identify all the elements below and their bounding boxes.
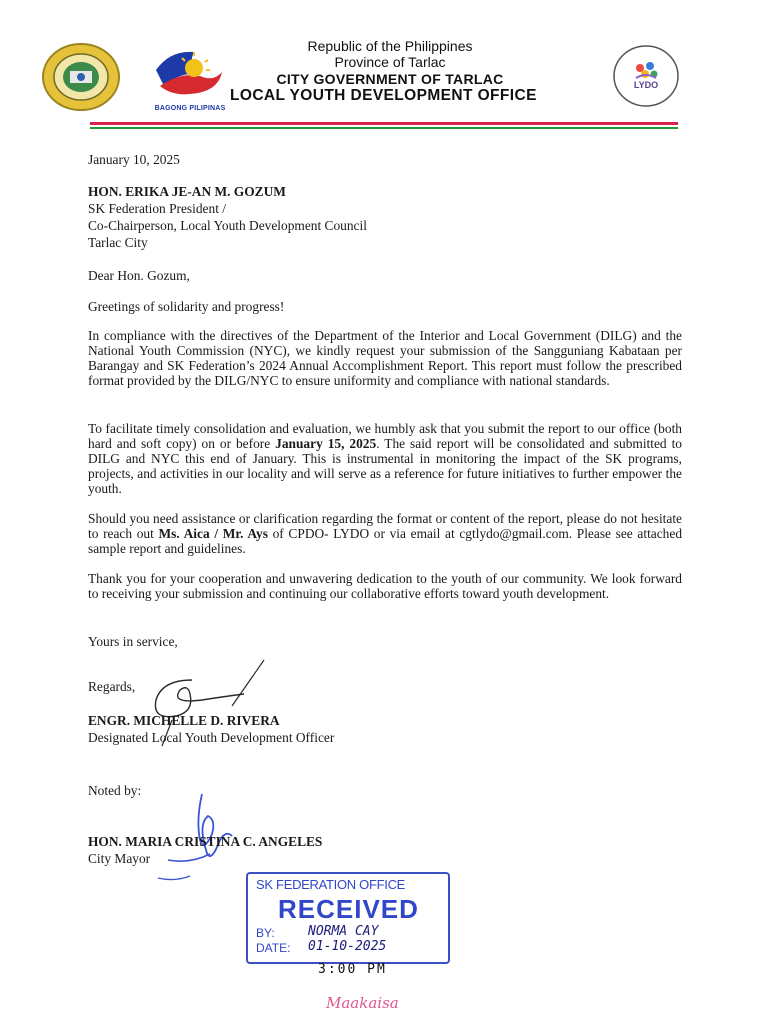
stamp-by-label: BY: xyxy=(256,926,275,940)
header-province: Province of Tarlac xyxy=(334,54,446,70)
header-office: LOCAL YOUTH DEVELOPMENT OFFICE xyxy=(230,87,537,104)
letter-date: January 10, 2025 xyxy=(88,152,180,167)
handwritten-name: Maakaisa xyxy=(326,994,399,1012)
received-stamp xyxy=(246,872,450,964)
paragraph-4: Thank you for your cooperation and unwavering dedication to the youth of our community. We look forward to receiving your submission and continuing our collaborative efforts toward youth development. xyxy=(88,571,682,601)
contact-name-2: Mr. Ays xyxy=(222,526,268,541)
paragraph-3-text-b: of CPDO- LYDO or via email at cgtlydo@gmail.com. Please see attached sample report and guidelines. xyxy=(88,526,683,556)
recipient-name: HON. ERIKA JE-AN M. GOZUM xyxy=(88,184,286,199)
header-rule-red xyxy=(90,122,678,125)
stamp-status: RECEIVED xyxy=(278,894,419,924)
recipient-city: Tarlac City xyxy=(88,235,148,250)
paragraph-2-text-a: To facilitate timely consolidation and evaluation, we humbly ask that you submit the report to our office (both hard and soft copy) on or before xyxy=(88,421,682,451)
paragraph-3 xyxy=(88,511,682,556)
stamp-office: SK FEDERATION OFFICE xyxy=(256,877,406,892)
deadline-date: January 15, 2025 xyxy=(275,436,377,451)
bagong-pilipinas-label: BAGONG PILIPINAS xyxy=(154,105,226,112)
stamp-date-value: 01-10-2025 xyxy=(308,939,387,954)
header-republic: Republic of the Philippines xyxy=(307,38,473,54)
recipient-title-1: SK Federation President / xyxy=(88,201,226,216)
signatory-2-title: City Mayor xyxy=(88,851,151,866)
stamp-date-label: DATE: xyxy=(256,941,291,955)
header-city-government: CITY GOVERNMENT OF TARLAC xyxy=(276,71,504,87)
closing-regards: Regards, xyxy=(88,679,136,694)
greeting: Greetings of solidarity and progress! xyxy=(88,299,285,314)
lydo-logo xyxy=(612,44,680,108)
recipient-title-2: Co-Chairperson, Local Youth Development Council xyxy=(88,218,367,233)
paragraph-2 xyxy=(88,421,682,496)
tarlac-city-seal xyxy=(40,42,122,112)
lydo-logo-label: LYDO xyxy=(633,80,659,90)
signatory-1-name: ENGR. MICHELLE D. RIVERA xyxy=(88,713,280,728)
signatory-1-title: Designated Local Youth Development Officer xyxy=(88,730,335,745)
signatory-2-name: HON. MARIA CRISTINA C. ANGELES xyxy=(88,834,323,849)
stamp-by-value: NORMA CAY xyxy=(308,924,379,939)
paragraph-3-text-a: Should you need assistance or clarification regarding the format or content of the report, please do not hesitate to reach out xyxy=(88,511,682,541)
paragraph-2-text-b: . The said report will be consolidated and submitted to DILG and NYC this end of January. This is instrumental in monitoring the impact of the SK programs, projects, and activities in our locality and will serve as a reference for future initiatives to further empower the youth. xyxy=(88,436,682,496)
closing-yours: Yours in service, xyxy=(88,634,178,649)
header-rule-green xyxy=(90,127,678,129)
paragraph-1: In compliance with the directives of the Department of the Interior and Local Government (DILG) and the National Youth Commission (NYC), we kindly request your submission of the Sangguniang Kabataan per Barangay and SK Federation’s 2024 Annual Accomplishment Report. This report must follow the prescribed format provided by the DILG/NYC to ensure uniformity and compliance with national standards. xyxy=(88,328,682,388)
contact-separator: / xyxy=(209,526,223,541)
noted-by: Noted by: xyxy=(88,783,142,798)
contact-name-1: Ms. Aica xyxy=(158,526,210,541)
salutation: Dear Hon. Gozum, xyxy=(88,268,190,283)
stamp-time: 3:00 PM xyxy=(318,962,387,977)
